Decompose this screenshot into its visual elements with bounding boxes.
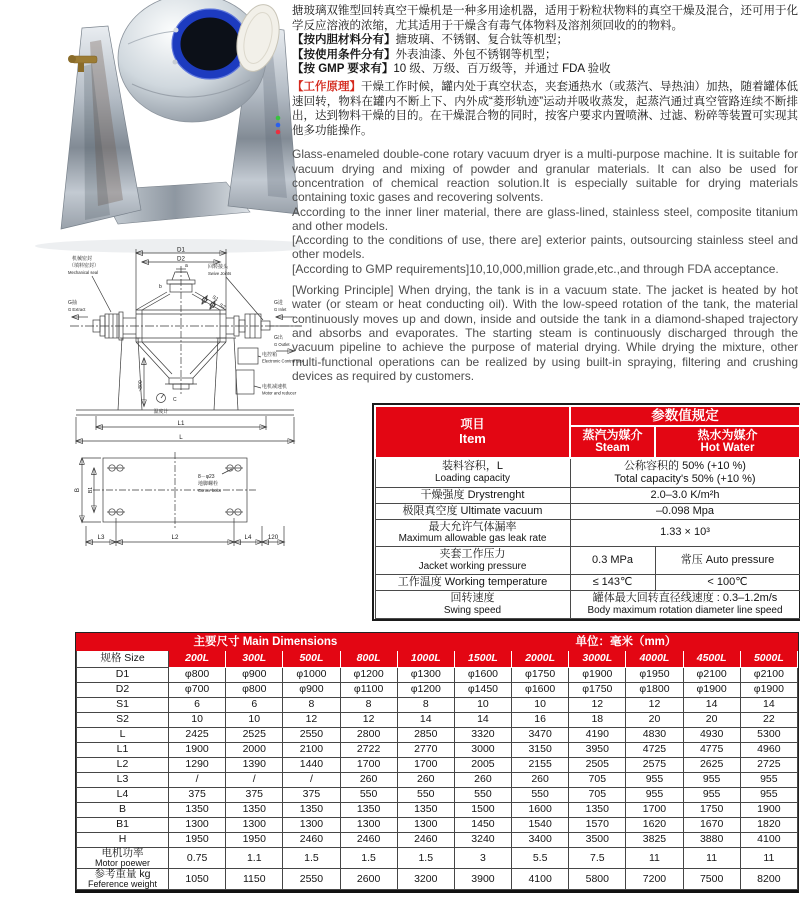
dim-label-b: B [74,487,81,493]
dimension-value: 1.5 [283,848,340,869]
dimension-value: 550 [397,788,454,803]
dimension-value: 2722 [340,743,397,758]
dimension-row-label: 参考重量 kg Feference weight [77,869,169,890]
dimension-row [77,698,798,713]
dimension-value: 4100 [512,869,569,890]
dimension-value: φ1450 [454,683,511,698]
dimension-value: 2600 [340,869,397,890]
dimension-value: 1.1 [226,848,283,869]
dimension-value: φ1300 [397,668,454,683]
main-dimensions-table-wrap [75,632,799,893]
dimension-value: 1670 [683,818,740,833]
dimension-row-label: B [77,803,169,818]
dimension-value: 955 [683,773,740,788]
dimension-value: 3240 [454,833,511,848]
dimension-row [77,869,798,890]
supports-base-drawing [76,338,294,415]
g-inlet-label-en: G Inlet [274,307,287,312]
g-extract-label-en: G Extract [68,307,86,312]
param-row-leak-rate [375,519,800,547]
dimension-row-label: 电机功率 Motor poewer [77,848,169,869]
mechanical-seal-label-cn2: （填料密封） [69,263,100,269]
param-row-label: 装料容积，L Loading capacity [375,458,570,487]
dim-label-800: ~800 [138,380,144,392]
dimension-value: 1350 [169,803,226,818]
dimension-value: 2155 [512,758,569,773]
dimension-value: 375 [226,788,283,803]
dimension-value: 4930 [683,728,740,743]
dimension-value: φ1900 [683,683,740,698]
param-value: 罐体最大回转直径线速度 : 0.3–1.2m/s Body maximum rotation diameter line speed [570,591,800,619]
dimension-value: 0.75 [169,848,226,869]
main-table-title-left: 主要尺寸 Main Dimensions [77,634,455,651]
param-value-steam: ≤ 143℃ [570,575,655,591]
liner-types-line: 【按内胆材料分有】搪玻璃、不锈钢、复合钛等机型； [292,34,568,47]
dimension-value: 550 [340,788,397,803]
param-value: 2.0–3.0 K/m²h [570,487,800,503]
dim-label-120: 120 [267,534,279,541]
param-row-label: 最大允许气体漏率 Maximum allowable gas leak rate [375,519,570,547]
dimension-value: 20 [683,713,740,728]
param-row-jacket-pressure [375,547,800,575]
dimension-row [77,713,798,728]
main-dimensions-table [76,633,798,890]
dim-label-l2: L2 [171,534,179,541]
dimension-value: 2800 [340,728,397,743]
dimension-value: 1600 [512,803,569,818]
cone-body-drawing [136,266,226,396]
dimension-value: 14 [397,713,454,728]
dimension-value: 955 [740,773,797,788]
dimension-value: 3000 [454,743,511,758]
dimension-value: 2525 [226,728,283,743]
param-value-hotwater: 常压 Auto pressure [655,547,800,575]
dimension-value: 3880 [683,833,740,848]
model-header-cell: 1000L [397,651,454,668]
model-header-cell: 800L [340,651,397,668]
dimension-value: 1900 [740,803,797,818]
dimension-value: 6 [226,698,283,713]
dimension-value: 3 [454,848,511,869]
dimension-value: 2550 [283,869,340,890]
dimension-value: 8 [283,698,340,713]
swivel-joint-label-en: Swive Joints [208,271,232,276]
dimension-row-label: H [77,833,169,848]
dimension-value: 1700 [626,803,683,818]
dimension-value: 10 [454,698,511,713]
dimension-value: 8 [397,698,454,713]
dimension-value: 260 [512,773,569,788]
parameter-table [374,405,800,619]
dimension-value: 955 [740,788,797,803]
dim-label-a: a [185,263,188,269]
dimension-row [77,683,798,698]
dimension-value: 2850 [397,728,454,743]
s1-s2-dimensions [202,295,226,311]
dim-label-s2: S2 [218,302,227,311]
dimension-value: φ1600 [454,668,511,683]
dimension-value: 2005 [454,758,511,773]
dimension-value: 260 [454,773,511,788]
model-header-cell: 3000L [569,651,626,668]
product-photo [0,0,300,255]
corner-bolts-callout [198,469,232,493]
param-value: 1.33 × 10³ [570,519,800,547]
front-elevation-diagram [66,246,306,451]
param-row-working-temp [375,575,800,591]
dimension-value: 2425 [169,728,226,743]
dimension-value: / [169,773,226,788]
swivel-joint-mark [261,321,270,330]
dimension-value: 16 [512,713,569,728]
dimension-value: 1570 [569,818,626,833]
model-header-cell: 200L [169,651,226,668]
dimension-value: 1700 [340,758,397,773]
intro-paragraph-cn: 搪玻璃双锥型回转真空干燥机是一种多用途机器，适用于粉粒状物料的真空干燥及混合，还可用于化学反应溶液的浓缩，尤其适用于干燥含有毒气体物料及溶剂须回收的的物料。 [292,5,798,32]
dimension-value: φ700 [169,683,226,698]
dimension-value: φ1200 [397,683,454,698]
bolt-label-en: Corner bolts [198,488,221,493]
dimension-row [77,848,798,869]
size-column-header: 规格 Size [77,651,169,668]
thermometer-label: 温度计 [153,409,169,415]
motor-label-en: Motor and reducer [262,390,297,396]
dimension-value: 4190 [569,728,626,743]
dimension-row [77,743,798,758]
dimension-row [77,773,798,788]
shaft-axis-drawing [70,312,302,340]
dimension-row [77,818,798,833]
param-row-vacuum [375,503,800,519]
manhole-drawing [159,263,195,292]
dimension-value: 2625 [683,758,740,773]
dimension-value: 1450 [454,818,511,833]
control-box-label-cn: 电控箱 [262,352,278,358]
dimension-value: 14 [454,713,511,728]
control-box-drawing [238,348,258,364]
dimension-value: 705 [569,773,626,788]
param-row-label: 极限真空度 Ultimate vacuum [375,503,570,519]
param-row-loading [375,458,800,487]
dimension-value: 2770 [397,743,454,758]
g-outlet-label-en: G Outlet [274,342,290,347]
dimension-row [77,833,798,848]
dimension-value: 14 [683,698,740,713]
dim-label-b: b [159,284,162,290]
param-value: –0.098 Mpa [570,503,800,519]
dimension-value: 2460 [397,833,454,848]
param-value-steam: 0.3 MPa [570,547,655,575]
dimension-row-label: S1 [77,698,169,713]
dimension-value: 20 [626,713,683,728]
param-row-label: 回转速度 Swing speed [375,591,570,619]
dimension-value: φ800 [226,683,283,698]
dimension-value: 3470 [512,728,569,743]
control-box-label-en: Electronic Control Box [262,358,304,364]
param-header-title: 参数值规定 [570,406,800,426]
plan-view-diagram [66,452,306,592]
dimension-value: 2100 [283,743,340,758]
dimension-value: 1950 [169,833,226,848]
dimension-value: 2505 [569,758,626,773]
dimension-value: 1300 [169,818,226,833]
dimension-value: 375 [169,788,226,803]
dimension-value: 3950 [569,743,626,758]
dim-label-d2: D2 [177,255,185,263]
g-extract-label-cn: G抽 [68,300,77,306]
gmp-paragraph-en: [According to GMP requirements]10,10,000,million grade,etc.,and through FDA acceptance. [292,261,779,276]
principle-paragraph-cn: 【工作原理】干燥工作时候，罐内处于真空状态，夹套通热水（或蒸汽、导热油）加热，随着罐体低速回转，物料在罐内不断上下、内外成“菱形轨迹”运动并吸收蒸发，起蒸汽通过真空管路连续不断排出，达到物料干燥的目的。在干燥混合物的同时，按客户要求内置喷淋、过滤、粉碎等装置可实现其他多功能操作。 [292,80,798,137]
dimension-row-label: L2 [77,758,169,773]
dimension-row [77,803,798,818]
dimension-value: 1150 [226,869,283,890]
dimension-value: 5800 [569,869,626,890]
param-header-hotwater: 热水为媒介 Hot Water [655,426,800,458]
dimension-value: 3500 [569,833,626,848]
dimension-value: 550 [512,788,569,803]
dimension-row-label: L1 [77,743,169,758]
dimension-value: φ2100 [740,668,797,683]
bolt-label-cn: 地脚螺栓 [198,481,219,487]
use-conditions-line: 【按使用条件分有】外表油漆、外包不锈钢等机型； [292,48,557,61]
dimension-value: / [226,773,283,788]
dimension-value: 1350 [569,803,626,818]
manhole-ring [176,13,244,75]
conditions-paragraph-en: [According to the conditions of use, there are] exterior paints, outsourcing stainless steel and other models. [292,233,798,262]
dimension-value: φ1750 [569,683,626,698]
indicator-lights [276,116,281,135]
dimension-value: 4960 [740,743,797,758]
dimension-value: 11 [683,848,740,869]
dimension-value: 1700 [397,758,454,773]
dimension-value: 1050 [169,869,226,890]
dimension-value: 12 [626,698,683,713]
dimension-value: 11 [626,848,683,869]
dimension-value: 8200 [740,869,797,890]
dimension-value: φ800 [169,668,226,683]
dimension-value: 1620 [626,818,683,833]
dim-label-s1: S1 [211,294,220,303]
dimension-value: 4830 [626,728,683,743]
param-header-item: 项目 Item [375,406,570,458]
dimension-value: 3200 [397,869,454,890]
dimension-row-label: L4 [77,788,169,803]
dimension-row [77,728,798,743]
dimension-value: φ1000 [283,668,340,683]
main-table-title-row [77,634,798,651]
dimension-value: 260 [340,773,397,788]
dim-label-l1: L1 [177,420,185,427]
mechanical-seal-label-cn: 机械密封 [72,256,93,262]
model-header-row [77,651,798,668]
main-table-title-right: 单位：毫米（mm） [454,634,797,651]
dimension-value: φ900 [226,668,283,683]
dim-label-l3: L3 [97,534,105,541]
dimension-row-label: S2 [77,713,169,728]
dimension-value: 3150 [512,743,569,758]
dimension-value: 1300 [226,818,283,833]
dimension-value: 1540 [512,818,569,833]
dimension-value: φ1750 [512,668,569,683]
dimension-value: 7500 [683,869,740,890]
motor-label-cn: 电机减速机 [262,384,288,390]
dimension-value: 3825 [626,833,683,848]
dimension-value: 1290 [169,758,226,773]
dimension-value: 18 [569,713,626,728]
param-value-hotwater: < 100℃ [655,575,800,591]
dimension-value: 2460 [340,833,397,848]
dimension-value: 1900 [169,743,226,758]
intro-paragraph-en: Glass-enameled double-cone rotary vacuum dryer is a multi-purpose machine. It is suitable for vacuum drying and mixing of powder and granular materials. It can also be used for concentration of chemical reaction solution.It is especially suitable for drying materials containing toxic gases and recovering solvents. [292,147,798,205]
param-row-label: 夹套工作压力 Jacket working pressure [375,547,570,575]
dimension-value: 955 [683,788,740,803]
dimension-value: 1300 [397,818,454,833]
dimension-value: 4100 [740,833,797,848]
dimension-value: 5300 [740,728,797,743]
dimension-value: 7200 [626,869,683,890]
dimension-value: 12 [340,713,397,728]
dimension-value: 2725 [740,758,797,773]
param-row-label: 干燥强度 Drystrenght [375,487,570,503]
dimension-row-label: L3 [77,773,169,788]
dimension-value: 14 [740,698,797,713]
dimension-value: 12 [283,713,340,728]
dimension-value: φ1900 [740,683,797,698]
dimension-value: 12 [569,698,626,713]
motor-drawing [236,370,254,394]
param-row-swing-speed [375,591,800,619]
dim-label-l4: L4 [244,534,252,541]
dimension-value: 1300 [340,818,397,833]
dimension-value: φ1800 [626,683,683,698]
param-value: 公称容积的 50% (+10 %) Total capacity's 50% (+10 %) [570,458,800,487]
dimension-value: φ1600 [512,683,569,698]
dimension-value: 2000 [226,743,283,758]
principle-paragraph-en: [Working Principle] When drying, the tank is in a vacuum state. The jacket is heated by hot water (or steam or heat conducting oil). With the low-speed rotation of the tank, the material continuously moves up and down, inside and outside the tank in a diamond-shaped trajectory and absorbs and evaporates. The starting steam is continuously discharged through the vacuum pipeline to achieve the purpose of material drying. While drying the mixture, other multi-functional operations can be realized by using built-in spraying, filtering and crushing devices as required by customers. [292,283,798,383]
dimension-value: 1390 [226,758,283,773]
text-column [292,4,798,383]
g-outlet-label-cn: G出 [274,335,283,341]
parameter-table-wrap [372,403,800,621]
param-header-steam: 蒸汽为媒介 Steam [570,426,655,458]
model-header-cell: 1500L [454,651,511,668]
dimension-value: 2550 [283,728,340,743]
model-header-cell: 4500L [683,651,740,668]
dimension-row-label: B1 [77,818,169,833]
dimension-value: 7.5 [569,848,626,869]
g-inlet-label-cn: G进 [274,300,283,306]
bolt-spec-label: 8－φ23 [198,474,215,480]
dimension-value: 550 [454,788,511,803]
param-row-drystrength [375,487,800,503]
dimension-value: 2460 [283,833,340,848]
dimension-row [77,788,798,803]
dimension-value: 1820 [740,818,797,833]
dimension-value: φ1200 [340,668,397,683]
dimension-value: φ1100 [340,683,397,698]
dimension-value: 10 [226,713,283,728]
dimension-value: φ1950 [626,668,683,683]
dimension-value: 955 [626,788,683,803]
dimension-value: 1.5 [397,848,454,869]
dimension-row-label: D1 [77,668,169,683]
dimension-value: 1300 [283,818,340,833]
dimension-row [77,758,798,773]
dimension-value: 2575 [626,758,683,773]
dimension-value: 1750 [683,803,740,818]
dimension-value: 1.5 [340,848,397,869]
dim-label-d1: D1 [177,246,185,254]
dim-label-b1: B1 [88,486,94,494]
front-diagram-callouts [68,255,304,396]
dimension-value: 3320 [454,728,511,743]
dimension-value: 3400 [512,833,569,848]
dimension-value: 1350 [226,803,283,818]
mechanical-seal-label-en: Mechanical seal [68,270,99,275]
gmp-line: 【按 GMP 要求有】10 级、万级、百万级等，并通过 FDA 验收 [292,63,611,76]
dimension-value: 8 [340,698,397,713]
dimension-value: 1500 [454,803,511,818]
dimension-value: 955 [626,773,683,788]
dimension-value: 6 [169,698,226,713]
dimension-value: / [283,773,340,788]
dim-label-c: C [173,397,177,403]
dimension-row-label: L [77,728,169,743]
dimension-value: φ2100 [683,668,740,683]
model-header-cell: 2000L [512,651,569,668]
l1-l-dimensions [76,416,294,444]
dimension-value: 1350 [340,803,397,818]
dimension-value: φ1900 [569,668,626,683]
param-row-label: 工作温度 Working temperature [375,575,570,591]
dimension-value: 3900 [454,869,511,890]
liner-paragraph-en: According to the inner liner material, there are glass-lined, stainless steel, composite titanium and other models. [292,204,798,233]
dimension-value: 11 [740,848,797,869]
dimension-row-label: D2 [77,683,169,698]
dim-label-l: L [179,434,183,441]
dimension-value: 260 [397,773,454,788]
dimension-value: 5.5 [512,848,569,869]
dimension-row [77,668,798,683]
dimension-value: 4775 [683,743,740,758]
baseplate-outline [93,452,257,530]
dimension-value: 705 [569,788,626,803]
model-header-cell: 300L [226,651,283,668]
dimension-value: 1350 [283,803,340,818]
dimension-value: 10 [512,698,569,713]
dimension-value: 1440 [283,758,340,773]
dimension-value: 22 [740,713,797,728]
dimension-value: φ900 [283,683,340,698]
model-header-cell: 500L [283,651,340,668]
swivel-joint-label-cn: 回转接头 [208,264,229,270]
thermometer-drawing [138,358,177,415]
main-table-body [77,668,798,890]
dimension-value: 1950 [226,833,283,848]
dimension-value: 10 [169,713,226,728]
model-header-cell: 4000L [626,651,683,668]
model-header-cell: 5000L [740,651,797,668]
dimension-value: 375 [283,788,340,803]
dimension-value: 4725 [626,743,683,758]
dimension-value: 1350 [397,803,454,818]
